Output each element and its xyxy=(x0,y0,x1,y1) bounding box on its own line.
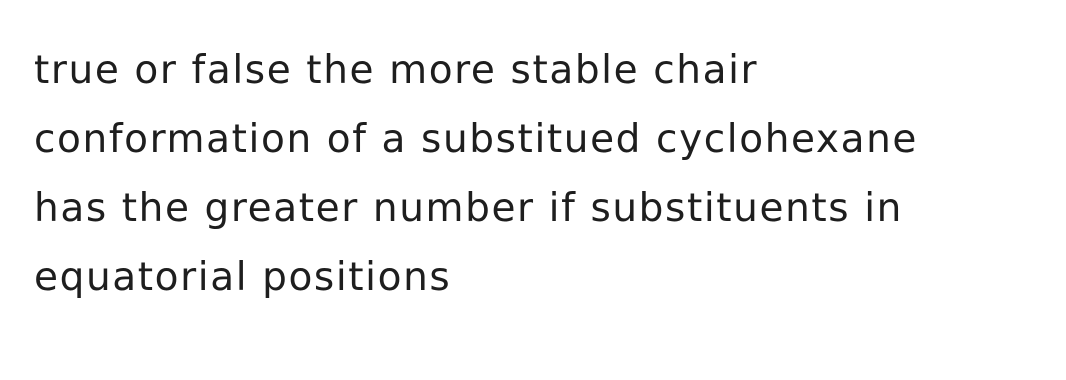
question-line-2: conformation of a substitued cyclohexane xyxy=(34,117,919,162)
question-line-4: equatorial positions xyxy=(34,255,452,300)
question-line-1: true or false the more stable chair xyxy=(34,48,759,93)
question-line-3: has the greater number if substituents in xyxy=(34,186,903,231)
question-text xyxy=(34,36,1044,312)
